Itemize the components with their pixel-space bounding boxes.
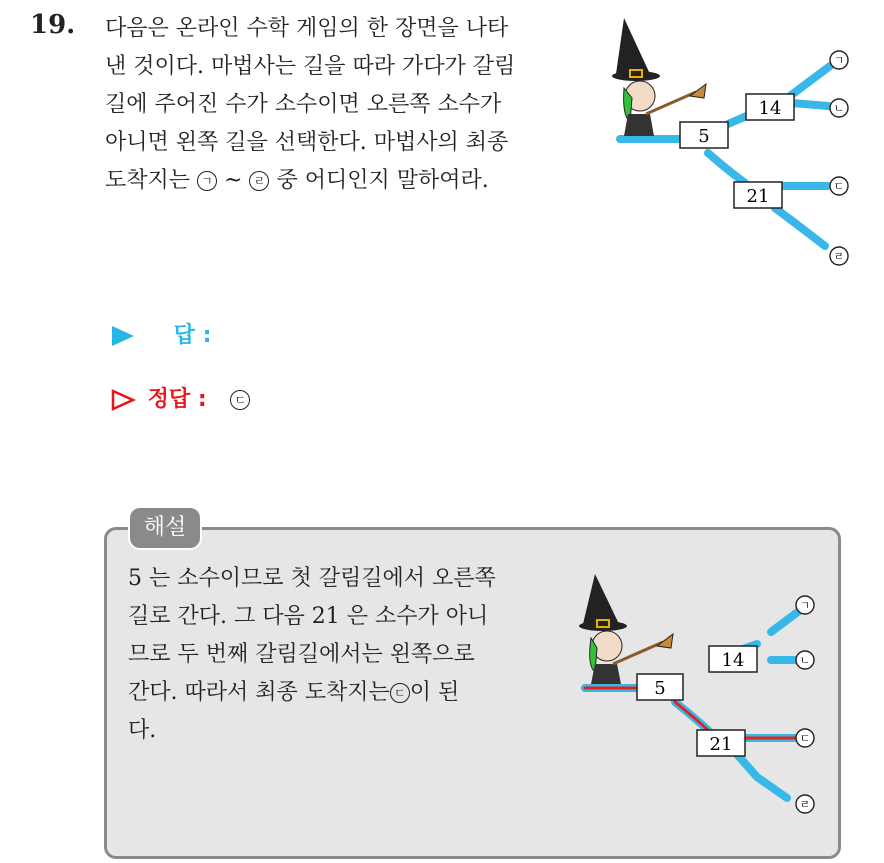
correct-answer-row — [110, 382, 250, 413]
node-upper — [746, 94, 794, 120]
end-3-label: ㄷ — [833, 180, 845, 193]
explanation-line-2: 길로 간다. 그 다음 21 은 소수가 아니 — [128, 604, 489, 629]
explanation-line-4 — [128, 674, 558, 712]
witch-icon — [612, 18, 706, 136]
path-end-4 — [775, 208, 825, 246]
explanation-line-4-after: 이 된 — [409, 680, 460, 705]
path-end-2 — [792, 103, 828, 106]
exp-node-root-label: 5 — [654, 678, 666, 699]
explanation-line-1: 5 는 소수이므로 첫 갈림길에서 오른쪽 — [128, 566, 496, 591]
node-root — [680, 122, 728, 148]
exp-node-upper-label: 14 — [721, 650, 745, 671]
question-line-5-after: 중 어디인지 말하여라. — [276, 168, 489, 193]
explanation-line-4-before: 간다. 따라서 최종 도착지는 — [128, 680, 390, 705]
question-line-4: 아니면 왼쪽 길을 선택한다. 마법사의 최종 — [105, 130, 509, 155]
exp-end-2-label: ㄴ — [799, 654, 811, 667]
exp-node-root — [637, 674, 683, 700]
end-1-label: ㄱ — [833, 54, 845, 67]
explanation-witch-icon — [579, 574, 673, 684]
question-text — [105, 10, 595, 200]
path-end-1 — [790, 66, 830, 96]
answer-row — [110, 318, 211, 349]
correct-answer-value: ㄷ — [230, 390, 250, 410]
exp-node-upper — [709, 646, 757, 672]
question-line-1: 다음은 온라인 수학 게임의 한 장면을 나타 — [105, 16, 509, 41]
explanation-path-lines — [717, 608, 803, 798]
explanation-line-5: 다. — [128, 718, 157, 743]
answer-label: 답 : — [173, 323, 212, 348]
question-line-5-before: 도착지는 — [105, 168, 191, 193]
range-end-circle: ㄹ — [249, 171, 269, 191]
explanation-text — [128, 560, 558, 750]
exp-end-4-label: ㄹ — [799, 798, 811, 811]
exp-end-1-label: ㄱ — [799, 599, 811, 612]
filled-triangle-icon — [110, 324, 136, 348]
node-root-label: 5 — [698, 126, 710, 147]
question-line-3: 길에 주어진 수가 소수이면 오른쪽 소수가 — [105, 92, 502, 117]
exp-node-lower — [697, 730, 745, 756]
explanation-figure — [575, 572, 825, 822]
explanation-line-3: 므로 두 번째 갈림길에서는 왼쪽으로 — [128, 642, 475, 667]
end-4-label: ㄹ — [833, 250, 845, 263]
exp-path-end-4 — [735, 752, 787, 798]
question-number: 19. — [30, 10, 76, 40]
path-to-lower — [708, 153, 745, 183]
exp-node-lower-label: 21 — [709, 734, 733, 755]
question-line-5 — [105, 162, 595, 200]
node-lower — [734, 182, 782, 208]
outline-triangle-icon — [110, 388, 136, 412]
path-game-figure — [610, 18, 860, 273]
node-upper-label: 14 — [758, 98, 782, 119]
explanation-line-4-circle: ㄷ — [390, 683, 410, 703]
question-line-2: 낸 것이다. 마법사는 길을 따라 가다가 갈림 — [105, 54, 516, 79]
correct-answer-label: 정답 : — [147, 387, 207, 412]
exp-end-3-label: ㄷ — [799, 732, 811, 745]
range-start-circle: ㄱ — [197, 171, 217, 191]
explanation-tab: 해설 — [128, 506, 202, 550]
range-separator: ~ — [224, 168, 243, 193]
node-lower-label: 21 — [746, 186, 770, 207]
end-2-label: ㄴ — [833, 102, 845, 115]
